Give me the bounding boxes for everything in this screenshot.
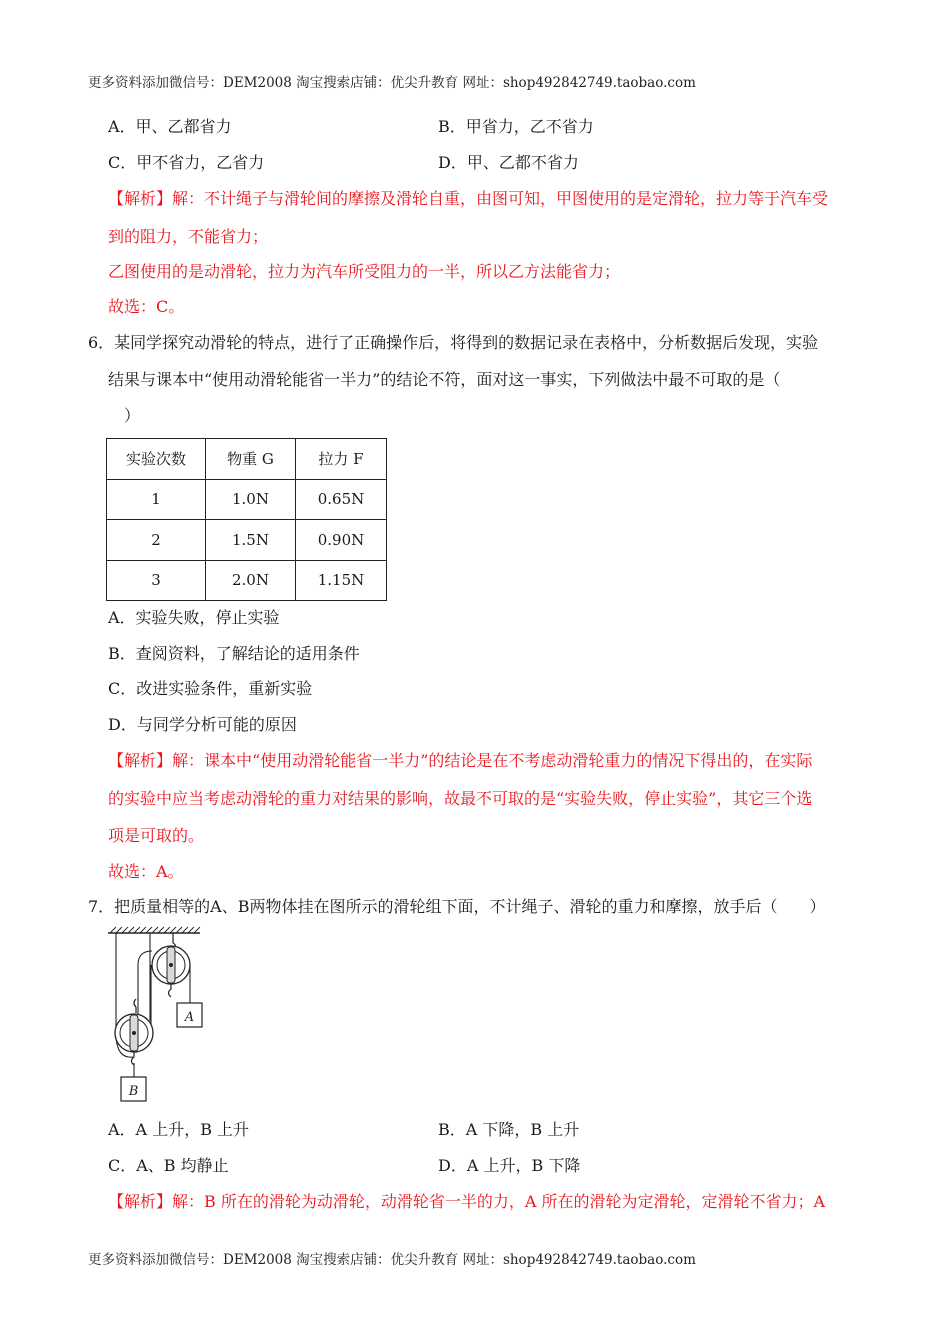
table-cell: 2.0N [206, 560, 296, 601]
block-b-icon [121, 1077, 146, 1101]
q5-answer: 故选：C。 [108, 297, 185, 316]
fixed-pulley-icon [152, 933, 190, 997]
q6-option-d: D．与同学分析可能的原因 [108, 715, 297, 734]
analysis-tag: 【解析】 [108, 1192, 173, 1211]
q6-analysis-text-1: 解：课本中“使用动滑轮能省一半力”的结论是在不考虑动滑轮重力的情况下得出的，在实际 [172, 751, 813, 770]
table-header-row [107, 439, 387, 480]
analysis-tag: 【解析】 [108, 189, 173, 208]
table-cell: 0.90N [296, 520, 387, 561]
page-footer: 更多资料添加微信号：DEM2008 淘宝搜索店铺：优尖升教育 网址：shop492842749.taobao.com [88, 1252, 696, 1268]
q6-data-table [106, 438, 387, 601]
q5-analysis-line-2: 到的阻力，不能省力； [108, 227, 269, 246]
table-cell: 1.0N [206, 479, 296, 520]
q6-answer: 故选：A。 [108, 862, 184, 881]
q7-option-a: A．A 上升，B 上升 [108, 1120, 250, 1139]
q7-option-b: B．A 下降，B 上升 [438, 1120, 580, 1139]
table-cell: 1.15N [296, 560, 387, 601]
q6-analysis-line-3: 项是可取的。 [108, 826, 205, 845]
table-header-cell: 实验次数 [107, 439, 206, 480]
q6-option-b: B．查阅资料，了解结论的适用条件 [108, 644, 360, 663]
page-header: 更多资料添加微信号：DEM2008 淘宝搜索店铺：优尖升教育 网址：shop492842749.taobao.com [88, 75, 696, 91]
analysis-tag: 【解析】 [108, 751, 173, 770]
q5-analysis-line-3: 乙图使用的是动滑轮，拉力为汽车所受阻力的一半，所以乙方法能省力； [108, 262, 621, 281]
block-a-icon [177, 1003, 202, 1027]
table-row [107, 479, 387, 520]
q6-analysis-line-2: 的实验中应当考虑动滑轮的重力对结果的影响，故最不可取的是“实验失败，停止实验”，其它三个选 [108, 789, 813, 808]
q7-analysis-line-1 [108, 1192, 825, 1212]
q5-option-c: C．甲不省力，乙省力 [108, 153, 265, 172]
table-cell: 1 [107, 479, 206, 520]
q5-option-d: D．甲、乙都不省力 [438, 153, 579, 172]
q5-analysis-text-1: 解：不计绳子与滑轮间的摩擦及滑轮自重，由图可知，甲图使用的是定滑轮，拉力等于汽车受 [172, 189, 829, 208]
ceiling-icon [108, 927, 200, 933]
q5-option-a: A．甲、乙都省力 [108, 117, 232, 136]
table-header-cell: 物重 G [206, 439, 296, 480]
q7-stem: 7．把质量相等的A、B两物体挂在图所示的滑轮组下面，不计绳子、滑轮的重力和摩擦，放手后（ ） [88, 897, 826, 916]
table-row [107, 560, 387, 601]
movable-pulley-icon [115, 999, 153, 1077]
q6-stem-line-2: 结果与课本中“使用动滑轮能省一半力”的结论不符，面对这一事实，下列做法中最不可取的是（ [108, 370, 781, 389]
table-cell: 0.65N [296, 479, 387, 520]
block-a-label: A [184, 1010, 195, 1025]
q5-option-b: B．甲省力，乙不省力 [438, 117, 594, 136]
q6-stem-line-1: 6．某同学探究动滑轮的特点，进行了正确操作后，将得到的数据记录在表格中，分析数据后发现，实验 [88, 333, 819, 352]
q6-option-a: A．实验失败，停止实验 [108, 608, 280, 627]
table-row [107, 520, 387, 561]
table-cell: 3 [107, 560, 206, 601]
q7-option-c: C．A、B 均静止 [108, 1156, 229, 1175]
table-cell: 1.5N [206, 520, 296, 561]
q7-option-d: D．A 上升，B 下降 [438, 1156, 581, 1175]
q7-analysis-text-1: 解：B 所在的滑轮为动滑轮，动滑轮省一半的力，A 所在的滑轮为定滑轮，定滑轮不省力；A [172, 1192, 826, 1211]
pulley-system-figure [104, 925, 214, 1107]
block-b-label: B [128, 1084, 139, 1099]
q5-analysis-line-1 [108, 189, 828, 209]
q6-analysis-line-1 [108, 751, 812, 771]
q6-option-c: C．改进实验条件，重新实验 [108, 679, 313, 698]
table-cell: 2 [107, 520, 206, 561]
q6-stem-line-3: ） [124, 406, 141, 425]
table-header-cell: 拉力 F [296, 439, 387, 480]
